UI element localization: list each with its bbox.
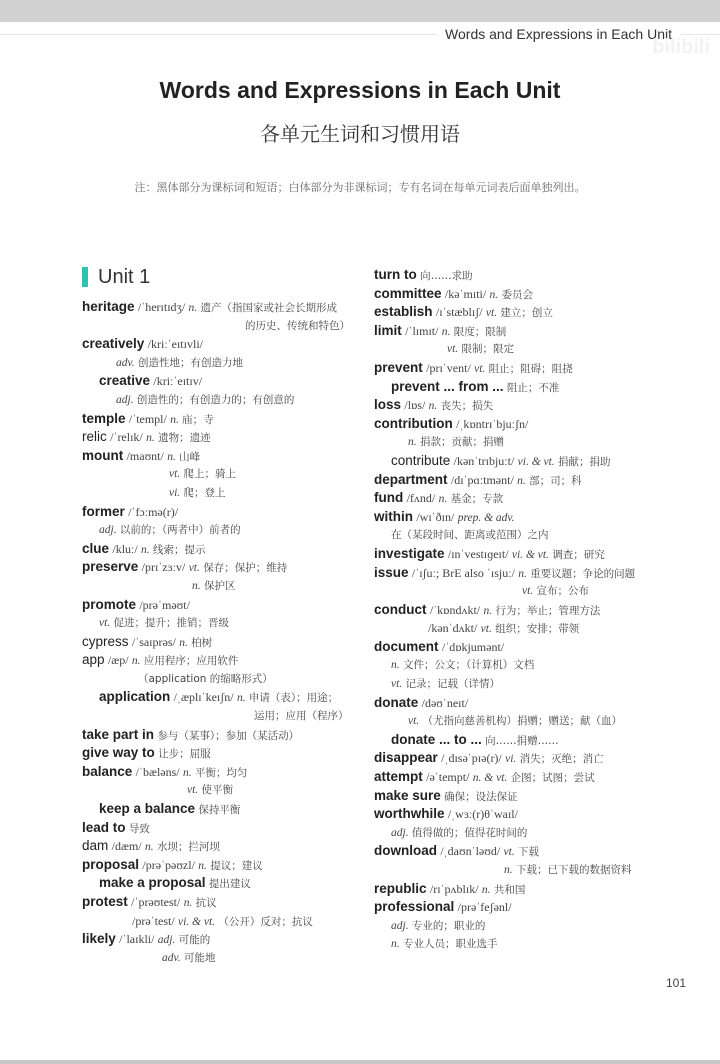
- part-of-speech: vt.: [188, 562, 200, 575]
- headword: worthwhile: [374, 806, 445, 822]
- headword: take part in: [82, 726, 155, 742]
- vocab-entry-line: [374, 731, 674, 750]
- vocab-entry-line: [374, 303, 674, 322]
- part-of-speech: vi. & vt.: [517, 455, 555, 468]
- phonetic: /ˈprəʊtest/: [131, 895, 181, 909]
- part-of-speech: n.: [408, 436, 417, 449]
- phonetic: /ˈlɪmɪt/: [405, 323, 439, 338]
- chinese-definition: 遗产（指国家或社会长期形成: [200, 302, 338, 314]
- vocab-entry-line: [374, 508, 674, 527]
- chinese-definition: 使平衡: [201, 784, 234, 797]
- headword: contribution: [374, 415, 453, 431]
- vocab-entry-line: [374, 582, 674, 601]
- chinese-definition: 限度；限制: [453, 325, 507, 338]
- part-of-speech: n.: [518, 567, 527, 580]
- vocab-entry-line: [374, 601, 674, 620]
- chinese-definition: 爬上；骑上: [183, 468, 237, 481]
- vocab-entry-line: [82, 856, 362, 875]
- part-of-speech: adv.: [116, 356, 135, 369]
- chinese-definition: 庙；寺: [182, 413, 214, 426]
- part-of-speech: adj.: [391, 826, 409, 839]
- part-of-speech: n. & vt.: [472, 772, 508, 785]
- vocab-entry-line: [374, 694, 674, 713]
- chinese-definition: （公开）反对；抗议: [218, 915, 313, 928]
- chinese-definition: 捐款；贡献；捐赠: [419, 436, 504, 449]
- vocab-entry-line: [82, 819, 362, 838]
- vocab-entry-line: [82, 298, 362, 317]
- phonetic: /fʌnd/: [406, 491, 436, 506]
- vocab-list-left: [82, 298, 362, 967]
- part-of-speech: n.: [141, 543, 150, 556]
- headword: creative: [99, 373, 151, 389]
- phonetic: /kriːˈeɪtɪvli/: [147, 337, 203, 352]
- phonetic: /ˌwɜː(r)θˈwaɪl/: [447, 807, 518, 822]
- headword: app: [82, 652, 105, 668]
- viewer-top-bar: [0, 0, 720, 22]
- page-note: 注：黑体部分为课标词和短语；白体部分为非课标词；专有名词在每单元词表后面单独列出。: [134, 181, 586, 194]
- headword: former: [82, 503, 125, 519]
- vocab-entry-line: [82, 465, 362, 484]
- part-of-speech: adj.: [157, 934, 176, 947]
- headword: keep a balance: [99, 801, 196, 817]
- headword: fund: [374, 490, 404, 506]
- part-of-speech: vt.: [485, 307, 498, 320]
- vocab-entry-line: [374, 359, 674, 378]
- vocab-entry-line: [374, 768, 674, 787]
- phonetic: /ˈherɪtɪdʒ/: [137, 300, 186, 314]
- phonetic: /lɒs/: [404, 398, 426, 413]
- part-of-speech: vt.: [169, 468, 181, 481]
- chinese-definition: 创造性地；有创造力地: [137, 356, 243, 369]
- vocab-entry-line: [82, 670, 362, 689]
- vocab-entry-line: [82, 540, 362, 559]
- chinese-definition: 参与（某事）；参加（某活动）: [157, 729, 300, 742]
- vocab-entry-line: [82, 633, 362, 652]
- unit-accent-bar: [82, 267, 88, 287]
- page-title: Words and Expressions in Each Unit: [159, 77, 561, 103]
- part-of-speech: n.: [179, 636, 188, 649]
- chinese-definition: 让步；屈服: [158, 748, 211, 761]
- headword: disappear: [374, 750, 438, 766]
- vocab-entry-line: [374, 433, 674, 452]
- vocab-entry-line: [82, 614, 362, 633]
- headword: promote: [82, 596, 136, 612]
- phonetic: /ˈbæləns/: [135, 764, 180, 779]
- vocab-entry-line: [82, 521, 362, 540]
- chinese-definition: 保护区: [203, 579, 236, 592]
- vocab-entry-line: [374, 322, 674, 341]
- chinese-definition: 专业的；职业的: [411, 919, 486, 932]
- vocab-entry-line: [374, 712, 674, 731]
- part-of-speech: n.: [146, 432, 155, 445]
- headword: prevent: [374, 359, 423, 375]
- chinese-definition: 宣布；公布: [536, 585, 590, 598]
- phonetic: /prəˈpəʊzl/: [142, 857, 195, 872]
- part-of-speech: vt.: [99, 617, 111, 630]
- headword: department: [374, 471, 448, 487]
- phonetic: /ˌkɒntrɪˈbjuːʃn/: [456, 416, 529, 431]
- vocab-entry-line: [374, 824, 674, 843]
- part-of-speech: vt.: [522, 585, 534, 598]
- chinese-definition: 下载: [518, 846, 540, 859]
- vocab-entry-line: [82, 707, 362, 726]
- headword: heritage: [82, 299, 135, 314]
- headword: contribute: [391, 452, 451, 468]
- vocab-entry-line: [374, 861, 674, 880]
- phonetic: /ˈkɒndʌkt/: [429, 602, 481, 617]
- part-of-speech: vt.: [187, 784, 199, 797]
- vocab-entry-line: [82, 651, 362, 670]
- headword: attempt: [374, 769, 423, 785]
- headword: likely: [82, 931, 116, 947]
- vocab-entry-line: [82, 354, 362, 373]
- chinese-definition: 平衡；均匀: [194, 766, 248, 779]
- headword: cypress: [82, 633, 129, 649]
- part-of-speech: n.: [144, 841, 154, 854]
- part-of-speech: vi.: [505, 753, 517, 766]
- part-of-speech: adj.: [116, 393, 134, 406]
- chinese-definition: （尤指向慈善机构）捐赠；赠送；献（血）: [422, 715, 623, 728]
- vocab-entry-line: [82, 503, 362, 522]
- part-of-speech: n.: [391, 659, 400, 672]
- headword: establish: [374, 304, 433, 320]
- headword: lead to: [82, 819, 126, 835]
- chinese-definition: 共和国: [493, 883, 526, 896]
- vocab-entry-line: [82, 688, 362, 707]
- vocab-entry-line: [374, 880, 674, 899]
- headword: clue: [82, 540, 110, 556]
- chinese-definition: 基金；专款: [450, 493, 504, 506]
- vocab-entry-line: [82, 410, 362, 429]
- chinese-definition: 文件；公文；（计算机）文档: [402, 659, 535, 672]
- chinese-definition: 柏树: [191, 636, 213, 649]
- vocab-entry-line: [82, 837, 362, 856]
- phonetic: /prəˈtest/: [132, 913, 175, 928]
- headword: make a proposal: [99, 875, 206, 891]
- vocab-entry-line: [374, 787, 674, 806]
- headword: protest: [82, 894, 128, 909]
- vocab-entry-line: [374, 898, 674, 917]
- part-of-speech: n.: [504, 864, 513, 876]
- vocab-entry-line: [374, 396, 674, 415]
- vocab-entry-line: [374, 545, 674, 564]
- unit-label: Unit 1: [98, 265, 151, 288]
- vocab-entry-line: [82, 800, 362, 819]
- vocab-entry-line: [82, 335, 362, 354]
- chinese-definition: 企图；试图；尝试: [510, 772, 595, 785]
- part-of-speech: vi. & vt.: [178, 915, 216, 928]
- chinese-definition: 应用程序；应用软件: [143, 655, 239, 668]
- part-of-speech: n.: [182, 766, 192, 779]
- chinese-definition: 部；司；科: [529, 474, 582, 487]
- phonetic: /ˌæplɪˈkeɪʃn/: [173, 690, 234, 705]
- vocab-entry-line: [374, 656, 674, 675]
- chinese-definition: 保持平衡: [198, 804, 241, 817]
- headword: dam: [82, 838, 109, 854]
- chinese-definition: 限制；限定: [461, 343, 515, 356]
- headword: loss: [374, 397, 402, 413]
- chinese-definition: 爬；登上: [183, 486, 226, 499]
- chinese-definition: 在（某段时间、距离或范围）之内: [391, 529, 549, 542]
- vocab-entry-line: [374, 526, 674, 545]
- vocab-entry-line: [82, 781, 362, 800]
- chinese-definition: 导致: [128, 822, 150, 835]
- vocab-entry-line: [374, 378, 674, 397]
- vocab-entry-line: [82, 596, 362, 615]
- phonetic: /prɪˈvent/: [426, 360, 471, 375]
- part-of-speech: n.: [483, 604, 493, 617]
- phonetic: /ˈfɔːmə(r)/: [128, 504, 179, 519]
- vocab-entry-line: [374, 619, 674, 638]
- part-of-speech: n.: [428, 400, 438, 413]
- vocab-entry-line: [82, 744, 362, 763]
- headword: committee: [374, 285, 442, 301]
- headword: preserve: [82, 559, 139, 575]
- part-of-speech: vt.: [391, 678, 403, 691]
- phonetic: /ˈlaɪkli/: [119, 932, 155, 947]
- part-of-speech: n.: [441, 325, 451, 338]
- part-of-speech: n.: [438, 493, 448, 506]
- vocab-entry-line: [82, 428, 362, 447]
- phonetic: /əˈtempt/: [426, 770, 470, 785]
- headword: issue: [374, 564, 409, 580]
- left-column: [82, 262, 362, 967]
- phonetic: /dɪˈpɑːtmənt/: [450, 472, 514, 487]
- part-of-speech: n.: [192, 579, 201, 592]
- chinese-definition: 运用；应用（程序）: [254, 710, 349, 723]
- phonetic: /prəˈməʊt/: [139, 597, 190, 612]
- part-of-speech: vt.: [447, 343, 459, 356]
- running-head: Words and Expressions in Each Unit: [437, 26, 680, 42]
- chinese-definition: 线索；提示: [153, 543, 206, 556]
- headword: turn to: [374, 267, 417, 282]
- vocab-entry-line: [82, 949, 362, 968]
- phonetic: /prɪˈzɜːv/: [141, 560, 186, 575]
- chinese-definition: 保存；保护；维持: [203, 562, 288, 575]
- chinese-definition: 组织；安排；带领: [495, 623, 580, 636]
- chinese-definition: 调查；研究: [552, 548, 605, 561]
- chinese-definition: 可能的: [178, 934, 211, 947]
- chinese-definition: 捐献；捐助: [558, 455, 611, 468]
- headword: republic: [374, 880, 427, 896]
- headword: download: [374, 843, 437, 859]
- vocab-entry-line: [374, 749, 674, 768]
- vocab-entry-line: [374, 564, 674, 583]
- headword: investigate: [374, 545, 445, 561]
- part-of-speech: vi.: [169, 486, 181, 499]
- chinese-definition: 丧失；损失: [440, 400, 494, 413]
- chinese-definition: 抗议: [195, 897, 217, 909]
- part-of-speech: n.: [131, 655, 141, 668]
- vocab-entry-line: [82, 484, 362, 503]
- headword: within: [374, 508, 413, 524]
- vocab-entry-line: [374, 917, 674, 936]
- chinese-definition: 委员会: [501, 288, 534, 301]
- part-of-speech: adj.: [99, 524, 117, 537]
- part-of-speech: adv.: [162, 951, 181, 964]
- vocab-entry-line: [374, 489, 674, 508]
- vocab-entry-line: [82, 874, 362, 893]
- part-of-speech: n.: [236, 692, 246, 705]
- part-of-speech: n.: [489, 288, 499, 301]
- watermark-logo: bilibili: [652, 36, 710, 58]
- phonetic: /æp/: [107, 653, 129, 668]
- chinese-definition: 提议；建议: [210, 859, 263, 872]
- chinese-definition: 山峰: [179, 450, 201, 463]
- vocab-entry-line: [374, 415, 674, 434]
- chinese-definition: 值得做的；值得花时间的: [411, 826, 528, 839]
- headword: conduct: [374, 601, 427, 617]
- vocab-entry-line: [374, 452, 674, 471]
- headword: make sure: [374, 787, 441, 803]
- headword: temple: [82, 410, 126, 426]
- vocab-entry-line: [82, 912, 362, 931]
- bottom-rule: [0, 1060, 720, 1064]
- chinese-definition: 阻止；不准: [506, 381, 560, 394]
- phonetic: /kluː/: [112, 541, 138, 556]
- unit-heading: [82, 262, 362, 292]
- phonetic: /ɪnˈvestɪɡeɪt/: [447, 546, 509, 561]
- vocab-entry-line: [82, 372, 362, 391]
- chinese-definition: 促进；提升；推销；晋级: [113, 617, 230, 630]
- part-of-speech: n.: [517, 474, 526, 487]
- vocab-entry-line: [82, 763, 362, 782]
- part-of-speech: vt.: [408, 715, 420, 728]
- headword: donate: [374, 694, 419, 710]
- vocab-entry-line: [374, 935, 674, 954]
- part-of-speech: n.: [170, 413, 179, 426]
- part-of-speech: n.: [188, 302, 198, 314]
- vocab-entry-line: [374, 805, 674, 824]
- vocab-entry-line: [82, 893, 362, 912]
- chinese-definition: 遗物；遗迹: [158, 432, 211, 445]
- headword: document: [374, 638, 439, 654]
- part-of-speech: n.: [183, 897, 193, 909]
- headword: creatively: [82, 336, 145, 352]
- chinese-definition: （application 的缩略形式）: [138, 672, 273, 685]
- chinese-definition: 向……求助: [420, 270, 473, 282]
- vocab-entry-line: [374, 340, 674, 359]
- headword: professional: [374, 899, 455, 915]
- phonetic: /dəʊˈneɪt/: [421, 695, 469, 710]
- vocab-entry-line: [82, 726, 362, 745]
- phonetic: /kənˈtrɪbjuːt/: [453, 453, 515, 468]
- part-of-speech: n.: [167, 450, 176, 463]
- vocab-entry-line: [82, 447, 362, 466]
- vocab-entry-line: [374, 638, 674, 657]
- chinese-definition: 建立；创立: [500, 307, 553, 320]
- vocab-entry-line: [82, 577, 362, 596]
- headword: application: [99, 689, 171, 705]
- headword: prevent ... from ...: [391, 378, 504, 394]
- vocab-entry-line: [374, 266, 674, 285]
- right-column: [374, 266, 674, 954]
- part-of-speech: vt.: [480, 623, 492, 636]
- chinese-definition: 行为；举止；管理方法: [495, 604, 601, 617]
- vocab-entry-line: [374, 842, 674, 861]
- headword: limit: [374, 322, 402, 338]
- phonetic: /ˌdaʊnˈləʊd/: [440, 844, 501, 859]
- vocab-list-right: [374, 266, 674, 954]
- headword: donate ... to ...: [391, 731, 482, 747]
- headword: give way to: [82, 745, 155, 761]
- phonetic: /ˈrelɪk/: [110, 430, 143, 445]
- chinese-definition: 向……捐赠……: [485, 734, 559, 747]
- vocab-entry-line: [82, 558, 362, 577]
- chinese-definition: 下载；已下载的数据资料: [515, 864, 632, 876]
- phonetic: /ˈtempl/: [128, 411, 167, 426]
- part-of-speech: vi. & vt.: [511, 548, 549, 561]
- phonetic: /prəˈfeʃənl/: [457, 900, 512, 915]
- phonetic: /kəˈmɪti/: [444, 286, 487, 301]
- part-of-speech: n.: [198, 859, 207, 872]
- headword: mount: [82, 447, 124, 463]
- phonetic: /ˈɪʃuː; BrE also ˈɪsjuː/: [411, 565, 515, 580]
- vocab-entry-line: [82, 391, 362, 410]
- chinese-definition: 重要议题；争论的问题: [530, 567, 636, 580]
- headword: balance: [82, 763, 133, 779]
- chinese-definition: 创造性的；有创造力的；有创意的: [136, 393, 295, 406]
- vocab-entry-line: [374, 675, 674, 694]
- page-subtitle: 各单元生词和习惯用语: [260, 122, 460, 146]
- phonetic: /ˌdɪsəˈpɪə(r)/: [441, 751, 502, 766]
- chinese-definition: 记录；记载（详情）: [405, 678, 501, 691]
- phonetic: /ˈsaɪprəs/: [131, 634, 176, 649]
- phonetic: /maʊnt/: [126, 448, 164, 463]
- part-of-speech: vt.: [474, 362, 486, 375]
- phonetic: /ˈdɒkjumənt/: [441, 639, 505, 654]
- chinese-definition: 的历史、传统和特色）: [245, 319, 350, 332]
- page-number: 101: [665, 976, 686, 990]
- chinese-definition: 确保；设法保证: [444, 790, 518, 803]
- part-of-speech: n.: [391, 938, 400, 951]
- phonetic: /kənˈdʌkt/: [428, 621, 478, 636]
- chinese-definition: 申请（表）；用途；: [248, 692, 339, 705]
- vocab-entry-line: [82, 930, 362, 949]
- phonetic: /wɪˈðɪn/: [416, 509, 455, 524]
- phonetic: /kriːˈeɪtɪv/: [153, 374, 203, 389]
- chinese-definition: 以前的；（两者中）前者的: [119, 524, 241, 537]
- phonetic: /rɪˈpʌblɪk/: [429, 881, 479, 896]
- headword: relic: [82, 429, 107, 445]
- chinese-definition: 水坝；拦河坝: [156, 841, 220, 854]
- part-of-speech: n.: [481, 883, 491, 896]
- part-of-speech: prep. & adv.: [457, 511, 515, 524]
- headword: proposal: [82, 856, 140, 872]
- chinese-definition: 专业人员；职业选手: [402, 938, 498, 951]
- vocab-entry-line: [374, 285, 674, 304]
- chinese-definition: 消失；灭绝；消亡: [519, 753, 604, 766]
- phonetic: /ɪˈstæblɪʃ/: [435, 305, 483, 320]
- vocab-entry-line: [82, 317, 362, 336]
- part-of-speech: vt.: [503, 846, 515, 859]
- chinese-definition: 阻止；阻碍；阻挠: [488, 362, 573, 375]
- chinese-definition: 提出建议: [208, 878, 251, 891]
- chinese-definition: 可能地: [183, 951, 216, 964]
- phonetic: /dæm/: [111, 839, 142, 854]
- part-of-speech: adj.: [391, 919, 409, 932]
- vocab-entry-line: [374, 471, 674, 490]
